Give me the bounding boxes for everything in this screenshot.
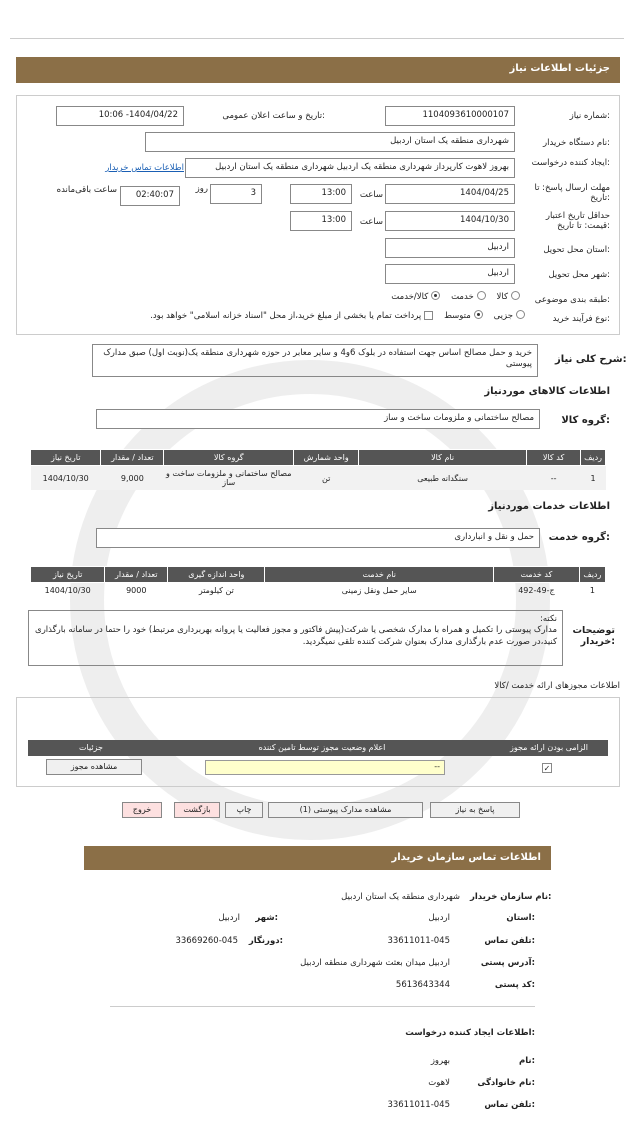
- notes-field: نکته: مدارک پیوستی را تکمیل و همراه با مدارک شخصی یا شرکت(پیش فاکتور و مجوز فعالیت یا پروانه بهربرداری مرتبط) خود را حتما در سامانه بارگذاری کنید،در صورت عدم بارگذاری مدارک بعنوان شرکت کننده تلقی نمیگردید.: [28, 610, 563, 666]
- buyer-label: نام دستگاه خریدار:: [543, 138, 610, 148]
- process-options: [50, 311, 525, 321]
- cell-row: 1: [590, 473, 596, 483]
- services-table: [30, 566, 606, 598]
- goods-group-label: گروه کالا:: [561, 415, 610, 426]
- col-date: تاریخ نیاز: [31, 450, 101, 466]
- postal-value: 5613643344: [395, 980, 450, 990]
- services-group-label: گروه خدمت:: [548, 532, 610, 543]
- category-options: [330, 292, 520, 302]
- col-date: تاریخ نیاز: [31, 567, 105, 583]
- top-divider: [10, 38, 624, 39]
- deadline-date-field: 1404/04/25: [385, 184, 515, 204]
- col-qty: تعداد / مقدار: [101, 450, 164, 466]
- col-unit: واحد اندازه گیری: [168, 567, 265, 583]
- view-permit-button[interactable]: مشاهده مجوز: [46, 759, 142, 775]
- services-header-row: [31, 567, 606, 583]
- org-value: شهرداری منطقه یک استان اردبیل: [341, 892, 460, 902]
- province-field: اردبیل: [385, 238, 515, 258]
- announce-field: 1404/04/22- 10:06: [56, 106, 184, 126]
- proc-partial-radio[interactable]: جزیی: [494, 311, 525, 321]
- goods-table: [30, 449, 606, 490]
- creator-label: ایجاد کننده درخواست:: [531, 158, 610, 168]
- goods-header-row: [31, 450, 606, 466]
- col-qty: تعداد / مقدار: [105, 567, 168, 583]
- city-label: شهر محل تحویل:: [548, 270, 610, 280]
- col-group: گروه کالا: [164, 450, 294, 466]
- col-code: کد کالا: [527, 450, 581, 466]
- services-title: اطلاعات خدمات موردنیاز: [488, 501, 610, 512]
- col-status: اعلام وضعیت مجوز توسط تامین کننده: [258, 743, 386, 752]
- days-field: 3: [210, 184, 262, 204]
- cell-qty: 9000: [126, 586, 147, 595]
- proc-medium-radio[interactable]: متوسط: [444, 311, 483, 321]
- cat-goods-radio[interactable]: کالا: [497, 292, 520, 302]
- col-unit: واحد شمارش: [294, 450, 359, 466]
- back-button[interactable]: بازگشت: [174, 802, 220, 818]
- name-value: بهروز: [430, 1056, 450, 1066]
- page-title: جزئیات اطلاعات نیاز: [16, 57, 620, 83]
- validity-time-field: 13:00: [290, 211, 352, 231]
- category-label: طبقه بندی موضوعی:: [534, 295, 610, 305]
- cphone-value: 33611011-045: [387, 1100, 450, 1110]
- attachments-button[interactable]: مشاهده مدارک پیوستی (1): [268, 802, 423, 818]
- cat-service-radio[interactable]: خدمت: [451, 292, 486, 302]
- city-label-c: شهر:: [255, 913, 278, 923]
- col-details: جزئیات: [79, 743, 103, 752]
- exit-button[interactable]: خروج: [122, 802, 162, 818]
- col-name: نام خدمت: [265, 567, 494, 583]
- city-value-c: اردبیل: [218, 913, 240, 923]
- col-row: ردیف: [579, 567, 605, 583]
- family-label: نام خانوادگی:: [477, 1078, 535, 1088]
- address-value: اردبیل میدان بعثت شهرداری منطقه اردبیل: [300, 958, 450, 968]
- validity-time-label: ساعت: [359, 217, 383, 227]
- deadline-time-label: ساعت: [359, 190, 383, 200]
- summary-label: شرح کلی نیاز:: [555, 354, 627, 365]
- remaining-field: 02:40:07: [120, 186, 180, 206]
- summary-field: خرید و حمل مصالح اساس جهت استفاده در بلوک 6و4 و سایر معابر در حوزه شهرداری منطقه یک(نوبت اول) صبق مدارک پیوستی: [92, 344, 538, 377]
- print-button[interactable]: چاپ: [225, 802, 263, 818]
- family-value: لاهوت: [428, 1078, 450, 1088]
- services-group-field: حمل و نقل و انبارداری: [96, 528, 540, 548]
- province-label: استان محل تحویل:: [543, 245, 610, 255]
- table-row: [31, 466, 606, 491]
- fax-value: 33669260-045: [175, 936, 238, 946]
- permits-title: اطلاعات مجوزهای ارائه خدمت /کالا: [494, 681, 620, 691]
- phone-label: تلفن تماس:: [484, 936, 535, 946]
- days-label: روز: [195, 184, 208, 194]
- cell-unit: تن: [322, 473, 331, 483]
- deadline-time-field: 13:00: [290, 184, 352, 204]
- cell-code: ج-49-492: [518, 586, 555, 595]
- cell-name: سنگدانه طبیعی: [417, 473, 468, 483]
- process-label: نوع فرآیند خرید:: [552, 314, 610, 324]
- col-code: کد خدمت: [494, 567, 580, 583]
- deadline-label: مهلت ارسال پاسخ: تا تاریخ:: [534, 183, 610, 203]
- address-label: آدرس پستی:: [480, 958, 535, 968]
- col-name: نام کالا: [359, 450, 527, 466]
- cell-group: مصالح ساختمانی و ملزومات ساخت و ساز: [165, 469, 292, 487]
- table-row: [31, 583, 606, 599]
- validity-label: حداقل تاریخ اعتبار قیمت: تا تاریخ:: [545, 211, 610, 231]
- creator-field: بهروز لاهوت کارپرداز شهرداری منطقه یک اردبیل شهرداری منطقه یک استان اردبیل: [185, 158, 515, 178]
- city-field: اردبیل: [385, 264, 515, 284]
- goods-title: اطلاعات کالاهای موردنیاز: [484, 386, 610, 397]
- cell-unit: تن کیلومتر: [198, 586, 234, 595]
- cell-date: 1404/10/30: [44, 586, 91, 595]
- cell-qty: 9,000: [120, 473, 144, 483]
- postal-label: کد پستی:: [494, 980, 535, 990]
- notes-label: توضیحات خریدار:: [572, 625, 615, 647]
- cell-name: سایر حمل ونقل زمینی: [341, 586, 417, 595]
- buyer-contact-link[interactable]: اطلاعات تماس خریدار: [105, 163, 184, 173]
- cat-both-radio[interactable]: کالا/خدمت: [391, 292, 440, 302]
- remaining-label: ساعت باقی‌مانده: [56, 185, 117, 195]
- buyer-field: شهرداری منطقه یک استان اردبیل: [145, 132, 515, 152]
- payment-checkbox[interactable]: پرداخت تمام یا بخشی از مبلغ خرید،از محل "اسناد خزانه اسلامی" خواهد بود.: [150, 311, 433, 321]
- phone-value: 33611011-045: [387, 936, 450, 946]
- creator-title: اطلاعات ایجاد کننده درخواست:: [405, 1028, 535, 1038]
- province-value-c: اردبیل: [428, 913, 450, 923]
- permits-header-row: [28, 740, 608, 756]
- cell-code: --: [550, 473, 557, 483]
- announce-label: تاریخ و ساعت اعلان عمومی:: [222, 111, 325, 121]
- cell-row: 1: [589, 586, 595, 595]
- reply-button[interactable]: پاسخ به نیاز: [430, 802, 520, 818]
- need-number-label: شماره نیاز:: [569, 111, 610, 121]
- cphone-label: تلفن تماس:: [484, 1100, 535, 1110]
- org-label: نام سازمان خریدار:: [470, 892, 552, 902]
- province-label-c: استان:: [506, 913, 535, 923]
- cell-date: 1404/10/30: [42, 473, 89, 483]
- fax-label: دورنگار:: [248, 936, 283, 946]
- validity-date-field: 1404/10/30: [385, 211, 515, 231]
- need-number-field: 1104093610000107: [385, 106, 515, 126]
- contact-title: اطلاعات تماس سازمان خریدار: [84, 846, 551, 870]
- required-checkbox[interactable]: ✓: [543, 764, 551, 773]
- goods-group-field: مصالح ساختمانی و ملزومات ساخت و ساز: [96, 409, 540, 429]
- name-label: نام:: [518, 1056, 535, 1066]
- col-row: ردیف: [581, 450, 606, 466]
- permit-status-field: --: [205, 760, 445, 775]
- col-required: الزامی بودن ارائه مجوز: [510, 743, 588, 752]
- contact-divider: [110, 1006, 535, 1007]
